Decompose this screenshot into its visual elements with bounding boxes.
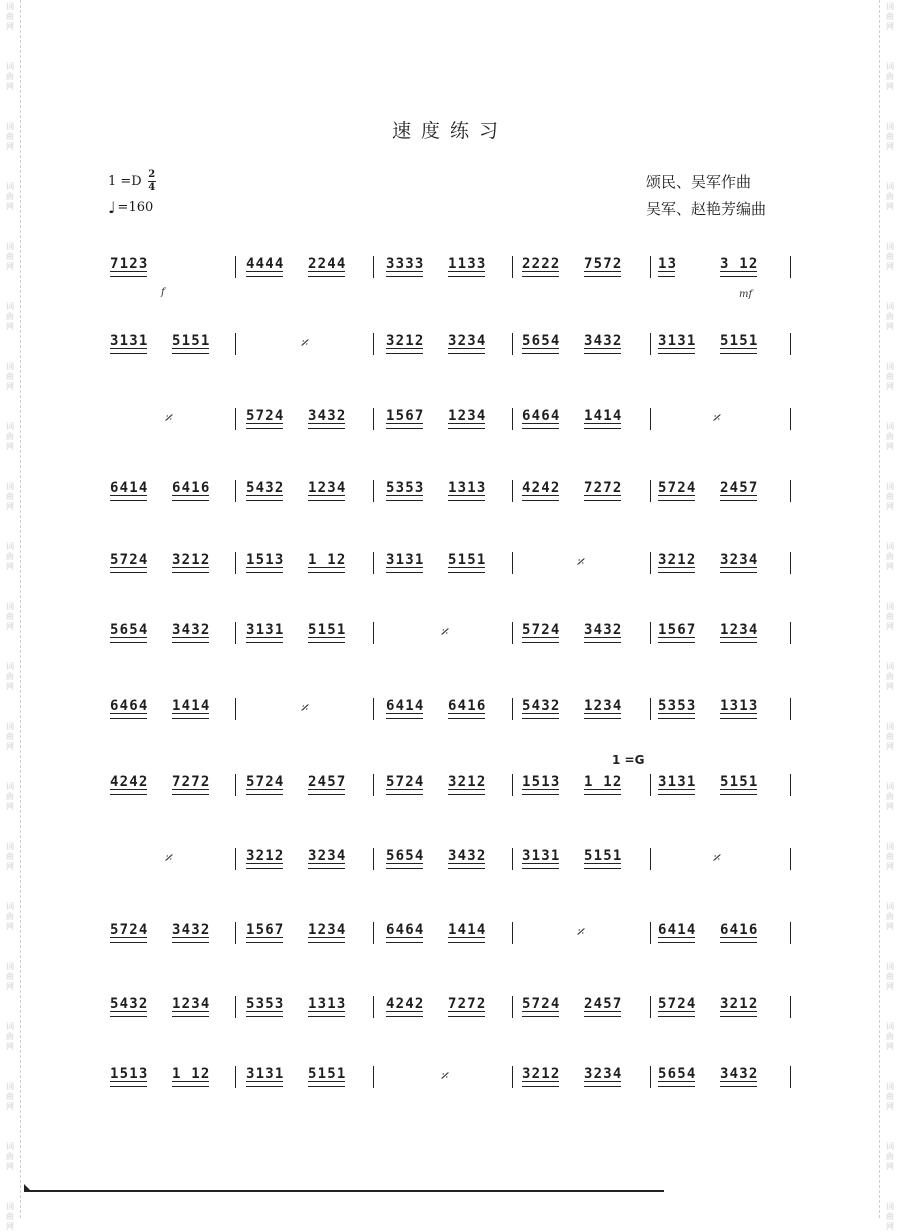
note-group: 5432 <box>110 996 149 1012</box>
score-row <box>0 333 900 387</box>
note-group: 3432 <box>448 848 487 864</box>
measure-repeat-symbol: 𝄎 <box>440 623 448 641</box>
bar-line <box>650 996 651 1018</box>
footer-rule <box>24 1190 664 1192</box>
note-group: 1 12 <box>172 1066 211 1082</box>
watermark-text: 词 曲 网 <box>886 182 894 211</box>
watermark-text: 词 曲 网 <box>6 62 14 91</box>
watermark-text: 词 曲 网 <box>6 1022 14 1051</box>
arranger-credit: 吴军、赵艳芳编曲 <box>646 200 767 218</box>
watermark-text: 词 曲 网 <box>886 1082 894 1111</box>
note-group: 13 <box>658 256 678 272</box>
watermark-text: 词 曲 网 <box>886 482 894 511</box>
note-group: 3234 <box>308 848 347 864</box>
watermark-text: 词 曲 网 <box>886 542 894 571</box>
bar-line <box>512 333 513 355</box>
note-group: 3131 <box>110 333 149 349</box>
score-meta-right <box>646 168 766 222</box>
note-group: 5151 <box>720 333 759 349</box>
note-group: 3432 <box>720 1066 759 1082</box>
note-group: 3432 <box>584 333 623 349</box>
note-group: 1234 <box>172 996 211 1012</box>
measure-repeat-symbol: 𝄎 <box>300 699 308 717</box>
watermark-text: 词 曲 网 <box>886 302 894 331</box>
bar-line <box>650 256 651 278</box>
note-group: 5724 <box>246 774 285 790</box>
note-group: 3212 <box>386 333 425 349</box>
watermark-text: 词 曲 网 <box>886 62 894 91</box>
bar-line <box>235 622 236 644</box>
note-group: 1513 <box>246 552 285 568</box>
watermark-text: 词 曲 网 <box>886 1202 894 1231</box>
note-group: 2457 <box>308 774 347 790</box>
bar-line <box>790 1066 791 1088</box>
bar-line <box>650 552 651 574</box>
note-group: 5724 <box>658 480 697 496</box>
score-row <box>0 622 900 676</box>
watermark-text: 词 曲 网 <box>886 962 894 991</box>
note-group: 5151 <box>172 333 211 349</box>
note-group: 1414 <box>172 698 211 714</box>
bar-line <box>650 1066 651 1088</box>
bar-line <box>235 552 236 574</box>
note-group: 6416 <box>172 480 211 496</box>
note-group: 3212 <box>522 1066 561 1082</box>
note-group: 3131 <box>386 552 425 568</box>
watermark-text: 词 曲 网 <box>886 1022 894 1051</box>
score-meta-left <box>108 168 156 220</box>
note-group: 1234 <box>720 622 759 638</box>
note-group: 3131 <box>658 774 697 790</box>
bar-line <box>373 996 374 1018</box>
watermark-text: 词 曲 网 <box>886 602 894 631</box>
bar-line <box>790 408 791 430</box>
note-group: 3432 <box>172 622 211 638</box>
note-group: 3212 <box>658 552 697 568</box>
note-group: 5654 <box>522 333 561 349</box>
note-group: 5151 <box>448 552 487 568</box>
bar-line <box>373 256 374 278</box>
score-row <box>0 774 900 828</box>
watermark-text: 词 曲 网 <box>6 842 14 871</box>
watermark-text: 词 曲 网 <box>6 542 14 571</box>
bar-line <box>373 774 374 796</box>
bar-line <box>650 774 651 796</box>
note-group: 1567 <box>658 622 697 638</box>
note-group: 3212 <box>172 552 211 568</box>
bar-line <box>790 848 791 870</box>
bar-line <box>373 848 374 870</box>
bar-line <box>235 480 236 502</box>
watermark-text: 词 曲 网 <box>6 662 14 691</box>
note-group: 5654 <box>386 848 425 864</box>
bar-line <box>235 774 236 796</box>
note-group: 5353 <box>246 996 285 1012</box>
watermark-text: 词 曲 网 <box>886 242 894 271</box>
note-group: 5432 <box>246 480 285 496</box>
bar-line <box>512 774 513 796</box>
note-group: 3234 <box>584 1066 623 1082</box>
watermark-text: 词 曲 网 <box>6 962 14 991</box>
note-group: 1567 <box>386 408 425 424</box>
watermark-text: 词 曲 网 <box>886 422 894 451</box>
score-row <box>0 996 900 1050</box>
bar-line <box>512 1066 513 1088</box>
watermark-text: 词 曲 网 <box>6 1202 14 1231</box>
watermark-text: 词 曲 网 <box>886 782 894 811</box>
watermark-text: 词 曲 网 <box>6 302 14 331</box>
bar-line <box>790 698 791 720</box>
watermark-text: 词 曲 网 <box>6 422 14 451</box>
bar-line <box>650 622 651 644</box>
bar-line <box>650 333 651 355</box>
key-signature: 1 =D <box>108 173 142 189</box>
note-group: 4242 <box>110 774 149 790</box>
note-group: 1313 <box>720 698 759 714</box>
bar-line <box>790 552 791 574</box>
bar-line <box>373 333 374 355</box>
bar-line <box>512 848 513 870</box>
watermark-text: 词 曲 网 <box>886 2 894 31</box>
bar-line <box>512 698 513 720</box>
bar-line <box>512 922 513 944</box>
dynamic-f: f <box>161 287 165 298</box>
bar-line <box>650 698 651 720</box>
note-group: 5353 <box>386 480 425 496</box>
bar-line <box>650 848 651 870</box>
measure-repeat-symbol: 𝄎 <box>712 849 720 867</box>
note-group: 5724 <box>246 408 285 424</box>
measure-repeat-symbol: 𝄎 <box>576 923 584 941</box>
bar-line <box>790 480 791 502</box>
note-group: 5432 <box>522 698 561 714</box>
note-group: 1 12 <box>584 774 623 790</box>
note-group: 6464 <box>386 922 425 938</box>
note-group: 1 12 <box>308 552 347 568</box>
measure-repeat-symbol: 𝄎 <box>712 409 720 427</box>
note-group: 5353 <box>658 698 697 714</box>
note-group: 1133 <box>448 256 487 272</box>
note-group: 3212 <box>246 848 285 864</box>
score-row <box>0 922 900 976</box>
watermark-text: 词 曲 网 <box>6 722 14 751</box>
bar-line <box>790 333 791 355</box>
note-group: 1513 <box>522 774 561 790</box>
note-group: 3432 <box>584 622 623 638</box>
note-group: 1513 <box>110 1066 149 1082</box>
note-group: 5654 <box>110 622 149 638</box>
bar-line <box>235 333 236 355</box>
bar-line <box>650 408 651 430</box>
note-group: 1234 <box>308 922 347 938</box>
note-group: 1234 <box>584 698 623 714</box>
bar-line <box>512 256 513 278</box>
composer-credit: 颂民、吴军作曲 <box>646 173 752 191</box>
note-group: 1414 <box>448 922 487 938</box>
watermark-text: 词 曲 网 <box>886 842 894 871</box>
bar-line <box>650 922 651 944</box>
watermark-text: 词 曲 网 <box>886 122 894 151</box>
note-group: 3234 <box>720 552 759 568</box>
score-title: 速度练习 <box>391 120 508 142</box>
bar-line <box>373 698 374 720</box>
note-group: 6416 <box>448 698 487 714</box>
note-group: 2222 <box>522 256 561 272</box>
measure-repeat-symbol: 𝄎 <box>440 1067 448 1085</box>
watermark-text: 词 曲 网 <box>6 902 14 931</box>
tempo-marking: =160 <box>117 199 154 215</box>
note-group: 1234 <box>308 480 347 496</box>
note-group: 5724 <box>110 552 149 568</box>
watermark-text: 词 曲 网 <box>6 362 14 391</box>
bar-line <box>373 552 374 574</box>
note-group: 1567 <box>246 922 285 938</box>
bar-line <box>790 922 791 944</box>
watermark-text: 词 曲 网 <box>6 2 14 31</box>
watermark-text: 词 曲 网 <box>886 1142 894 1171</box>
note-group: 2457 <box>584 996 623 1012</box>
watermark-text: 词 曲 网 <box>886 722 894 751</box>
note-group: 5724 <box>110 922 149 938</box>
bar-line <box>235 848 236 870</box>
note-group: 5724 <box>386 774 425 790</box>
bar-line <box>235 256 236 278</box>
note-group: 7272 <box>448 996 487 1012</box>
quarter-note-icon: ♩ <box>108 197 116 217</box>
note-group: 1313 <box>308 996 347 1012</box>
note-group: 1234 <box>448 408 487 424</box>
note-group: 7272 <box>584 480 623 496</box>
bar-line <box>373 622 374 644</box>
watermark-text: 词 曲 网 <box>6 602 14 631</box>
note-group: 6414 <box>658 922 697 938</box>
note-group: 5151 <box>308 1066 347 1082</box>
key-change-marking: 1 =G <box>612 753 645 767</box>
note-group: 5724 <box>522 622 561 638</box>
note-group: 3432 <box>172 922 211 938</box>
note-group: 2244 <box>308 256 347 272</box>
watermark-text: 词 曲 网 <box>6 182 14 211</box>
note-group: 4242 <box>522 480 561 496</box>
note-group: 5654 <box>658 1066 697 1082</box>
score-row <box>0 480 900 534</box>
note-group: 7572 <box>584 256 623 272</box>
time-signature: 2 4 <box>148 168 156 193</box>
bar-line <box>790 774 791 796</box>
bar-line <box>512 552 513 574</box>
watermark-text: 词 曲 网 <box>886 902 894 931</box>
dynamic-mf: mf <box>739 289 753 300</box>
measure-repeat-symbol: 𝄎 <box>300 334 308 352</box>
bar-line <box>235 922 236 944</box>
bar-line <box>512 480 513 502</box>
measure-repeat-symbol: 𝄎 <box>576 553 584 571</box>
watermark-text: 词 曲 网 <box>6 1142 14 1171</box>
bar-line <box>373 408 374 430</box>
watermark-text: 词 曲 网 <box>886 662 894 691</box>
note-group: 5151 <box>584 848 623 864</box>
note-group: 5151 <box>720 774 759 790</box>
note-group: 1414 <box>584 408 623 424</box>
note-group: 4444 <box>246 256 285 272</box>
note-group: 4242 <box>386 996 425 1012</box>
note-group: 3234 <box>448 333 487 349</box>
watermark-text: 词 曲 网 <box>886 362 894 391</box>
bar-line <box>790 256 791 278</box>
measure-repeat-symbol: 𝄎 <box>164 849 172 867</box>
note-group: 6464 <box>110 698 149 714</box>
bar-line <box>235 698 236 720</box>
bar-line <box>235 1066 236 1088</box>
note-group: 6416 <box>720 922 759 938</box>
note-group: 3212 <box>448 774 487 790</box>
watermark-text: 词 曲 网 <box>6 1082 14 1111</box>
bar-line <box>235 408 236 430</box>
note-group: 7272 <box>172 774 211 790</box>
note-group: 5151 <box>308 622 347 638</box>
bar-line <box>373 1066 374 1088</box>
score-row <box>0 408 900 462</box>
note-group: 3131 <box>246 1066 285 1082</box>
note-group: 3 12 <box>720 256 759 272</box>
note-group: 7123 <box>110 256 149 272</box>
watermark-text: 词 曲 网 <box>6 242 14 271</box>
bar-line <box>512 622 513 644</box>
note-group: 6414 <box>386 698 425 714</box>
note-group: 3212 <box>720 996 759 1012</box>
note-group: 6464 <box>522 408 561 424</box>
score-row <box>0 698 900 752</box>
note-group: 3333 <box>386 256 425 272</box>
note-group: 3131 <box>658 333 697 349</box>
watermark-text: 词 曲 网 <box>6 782 14 811</box>
note-group: 6414 <box>110 480 149 496</box>
bar-line <box>235 996 236 1018</box>
bar-line <box>373 922 374 944</box>
bar-line <box>512 996 513 1018</box>
note-group: 5724 <box>658 996 697 1012</box>
score-row <box>0 1066 900 1120</box>
bar-line <box>790 622 791 644</box>
bar-line <box>373 480 374 502</box>
bar-line <box>512 408 513 430</box>
bar-line <box>650 480 651 502</box>
watermark-text: 词 曲 网 <box>6 122 14 151</box>
note-group: 1313 <box>448 480 487 496</box>
note-group: 5724 <box>522 996 561 1012</box>
note-group: 2457 <box>720 480 759 496</box>
note-group: 3432 <box>308 408 347 424</box>
watermark-text: 词 曲 网 <box>6 482 14 511</box>
note-group: 3131 <box>246 622 285 638</box>
note-group: 3131 <box>522 848 561 864</box>
bar-line <box>790 996 791 1018</box>
measure-repeat-symbol: 𝄎 <box>164 409 172 427</box>
